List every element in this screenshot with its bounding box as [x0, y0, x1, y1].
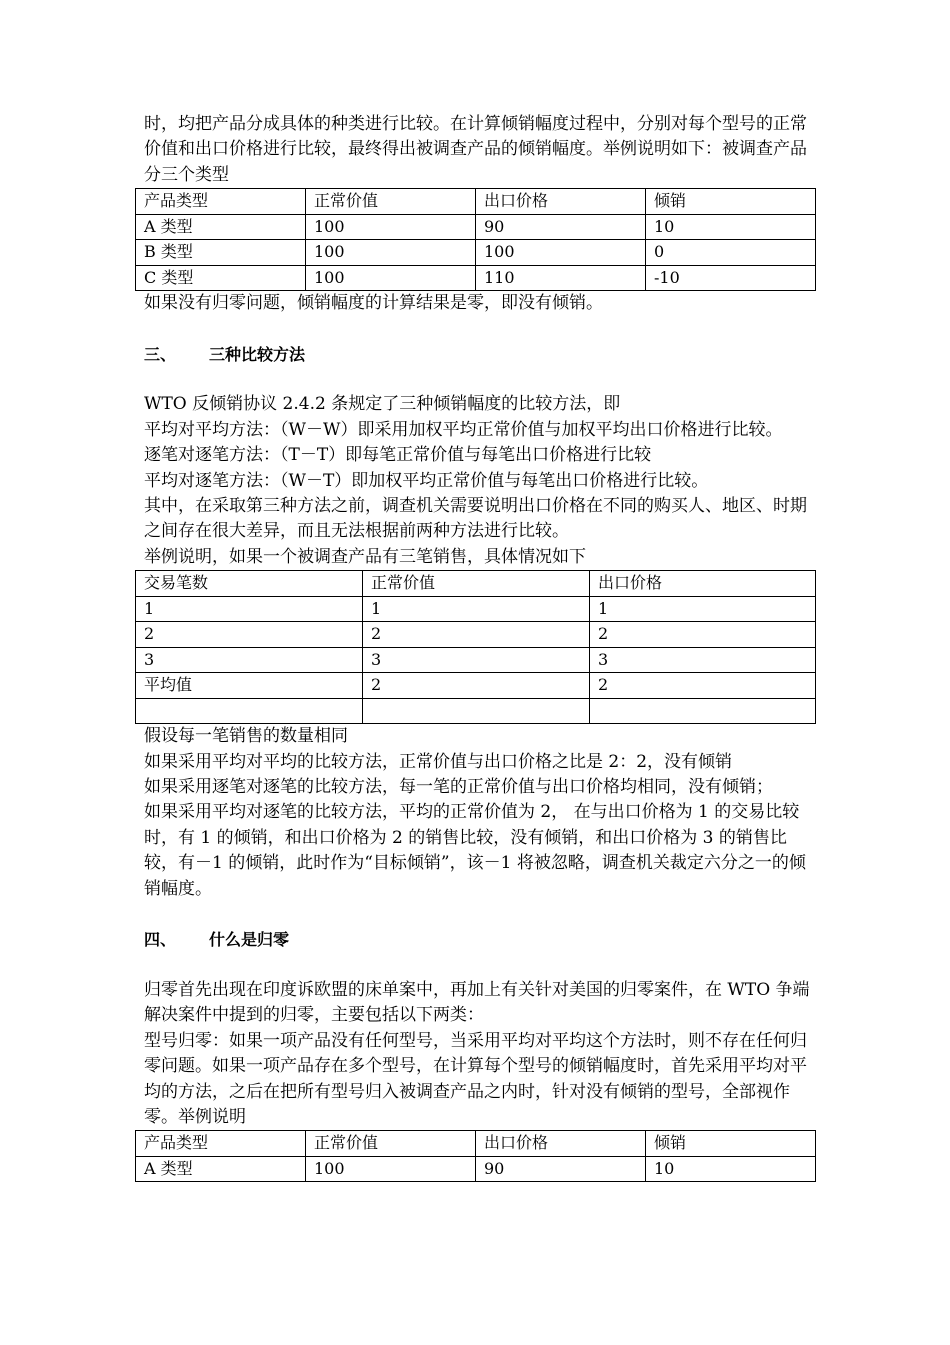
table-cell: 2	[590, 622, 816, 648]
spacer	[144, 952, 810, 977]
table-cell: 2	[136, 622, 363, 648]
table-cell: 2	[590, 673, 816, 699]
table-cell	[363, 698, 590, 724]
after-table2-paragraph: 如果采用平均对逐笔的比较方法，平均的正常价值为 2， 在与出口价格为 1 的交易比较时，有 1 的倾销，和出口价格为 2 的销售比较，没有倾销，和出口价格为 3 的销售比较，有－1 的倾销，此时作为“目标倾销”，该－1 将被忽略，调查机关裁定六分之一的倾销幅度。	[144, 802, 806, 899]
table-header-row	[136, 571, 816, 597]
transaction-table	[135, 570, 816, 724]
table-cell: 10	[646, 214, 816, 240]
table-cell: 2	[363, 673, 590, 699]
spacer	[144, 367, 810, 392]
table-cell: 平均值	[136, 673, 363, 699]
table-header-cell: 出口价格	[590, 571, 816, 597]
table-header-cell: 产品类型	[136, 1131, 306, 1157]
table-header-cell: 正常价值	[363, 571, 590, 597]
table-cell: 3	[590, 647, 816, 673]
table-cell	[590, 698, 816, 724]
table-row	[136, 698, 816, 724]
table-cell: 100	[306, 265, 476, 291]
section3-paragraph: 平均对平均方法：（W－W）即采用加权平均正常价值与加权平均出口价格进行比较。	[144, 419, 783, 440]
table-row	[136, 647, 816, 673]
spacer	[144, 317, 810, 342]
section3-paragraph: 举例说明，如果一个被调查产品有三笔销售，具体情况如下	[144, 546, 586, 567]
table-cell: 1	[590, 596, 816, 622]
section-number: 三、	[144, 345, 177, 365]
document-page	[144, 112, 810, 1182]
table-row	[136, 240, 816, 266]
table-header-cell: 交易笔数	[136, 571, 363, 597]
section3-paragraph: 逐笔对逐笔方法：（T－T）即每笔正常价值与每笔出口价格进行比较	[144, 445, 652, 466]
section3-heading	[144, 342, 810, 367]
table-cell	[136, 698, 363, 724]
table-cell: 90	[476, 1156, 646, 1182]
section3-paragraph: 其中，在采取第三种方法之前，调查机关需要说明出口价格在不同的购买人、地区、时期之间存在很大差异，而且无法根据前两种方法进行比较。	[144, 496, 807, 542]
table-cell: 10	[646, 1156, 816, 1182]
section4-heading	[144, 927, 810, 952]
table-cell: 1	[136, 596, 363, 622]
section4-paragraph: 归零首先出现在印度诉欧盟的床单案中，再加上有关针对美国的归零案件，在 WTO 争端解决案件中提到的归零，主要包括以下两类：	[144, 979, 810, 1026]
table-header-cell: 倾销	[646, 189, 816, 215]
table-row	[136, 622, 816, 648]
section-number: 四、	[144, 930, 177, 950]
table-cell: 0	[646, 240, 816, 266]
table-cell: 100	[306, 240, 476, 266]
section4-paragraph: 型号归零：如果一项产品没有任何型号，当采用平均对平均这个方法时，则不存在任何归零问题。如果一项产品存在多个型号，在计算每个型号的倾销幅度时，首先采用平均对平均的方法，之后在把所有型号归入被调查产品之内时，针对没有倾销的型号，全部视作零。举例说明	[144, 1030, 807, 1127]
table-header-cell: 倾销	[646, 1131, 816, 1157]
table-cell: 90	[476, 214, 646, 240]
table-cell: 3	[136, 647, 363, 673]
table-header-cell: 正常价值	[306, 1131, 476, 1157]
table-cell: C 类型	[136, 265, 306, 291]
table-row	[136, 673, 816, 699]
table-cell: 110	[476, 265, 646, 291]
section-title: 什么是归零	[209, 930, 290, 950]
product-type-table	[135, 188, 816, 291]
table-cell: 100	[306, 214, 476, 240]
table-cell: A 类型	[136, 214, 306, 240]
table-cell: 100	[306, 1156, 476, 1182]
table-header-cell: 产品类型	[136, 189, 306, 215]
section-title: 三种比较方法	[209, 345, 306, 365]
after-table2-paragraph: 如果采用平均对平均的比较方法，正常价值与出口价格之比是 2：2，没有倾销	[144, 751, 733, 772]
table-header-cell: 出口价格	[476, 1131, 646, 1157]
table-cell: -10	[646, 265, 816, 291]
table-cell: A 类型	[136, 1156, 306, 1182]
intro-paragraph: 时，均把产品分成具体的种类进行比较。在计算倾销幅度过程中，分别对每个型号的正常价值和出口价格进行比较，最终得出被调查产品的倾销幅度。举例说明如下：被调查产品分三个类型	[144, 114, 807, 185]
table-cell: 1	[363, 596, 590, 622]
product-type-table-2	[135, 1130, 816, 1182]
after-table1-paragraph: 如果没有归零问题，倾销幅度的计算结果是零，即没有倾销。	[144, 293, 603, 314]
table-row	[136, 265, 816, 291]
table-header-row	[136, 189, 816, 215]
table-cell: 2	[363, 622, 590, 648]
table-cell: B 类型	[136, 240, 306, 266]
table-row	[136, 1156, 816, 1182]
section3-paragraph: 平均对逐笔方法：（W－T）即加权平均正常价值与每笔出口价格进行比较。	[144, 470, 709, 491]
table-row	[136, 214, 816, 240]
table-cell: 3	[363, 647, 590, 673]
spacer	[144, 902, 810, 927]
section3-paragraph: WTO 反倾销协议 2.4.2 条规定了三种倾销幅度的比较方法，即	[144, 394, 621, 415]
after-table2-paragraph: 如果采用逐笔对逐笔的比较方法，每一笔的正常价值与出口价格均相同，没有倾销；	[144, 777, 773, 798]
table-header-cell: 出口价格	[476, 189, 646, 215]
table-header-cell: 正常价值	[306, 189, 476, 215]
table-cell: 100	[476, 240, 646, 266]
after-table2-paragraph: 假设每一笔销售的数量相同	[144, 726, 348, 747]
table-header-row	[136, 1131, 816, 1157]
table-row	[136, 596, 816, 622]
